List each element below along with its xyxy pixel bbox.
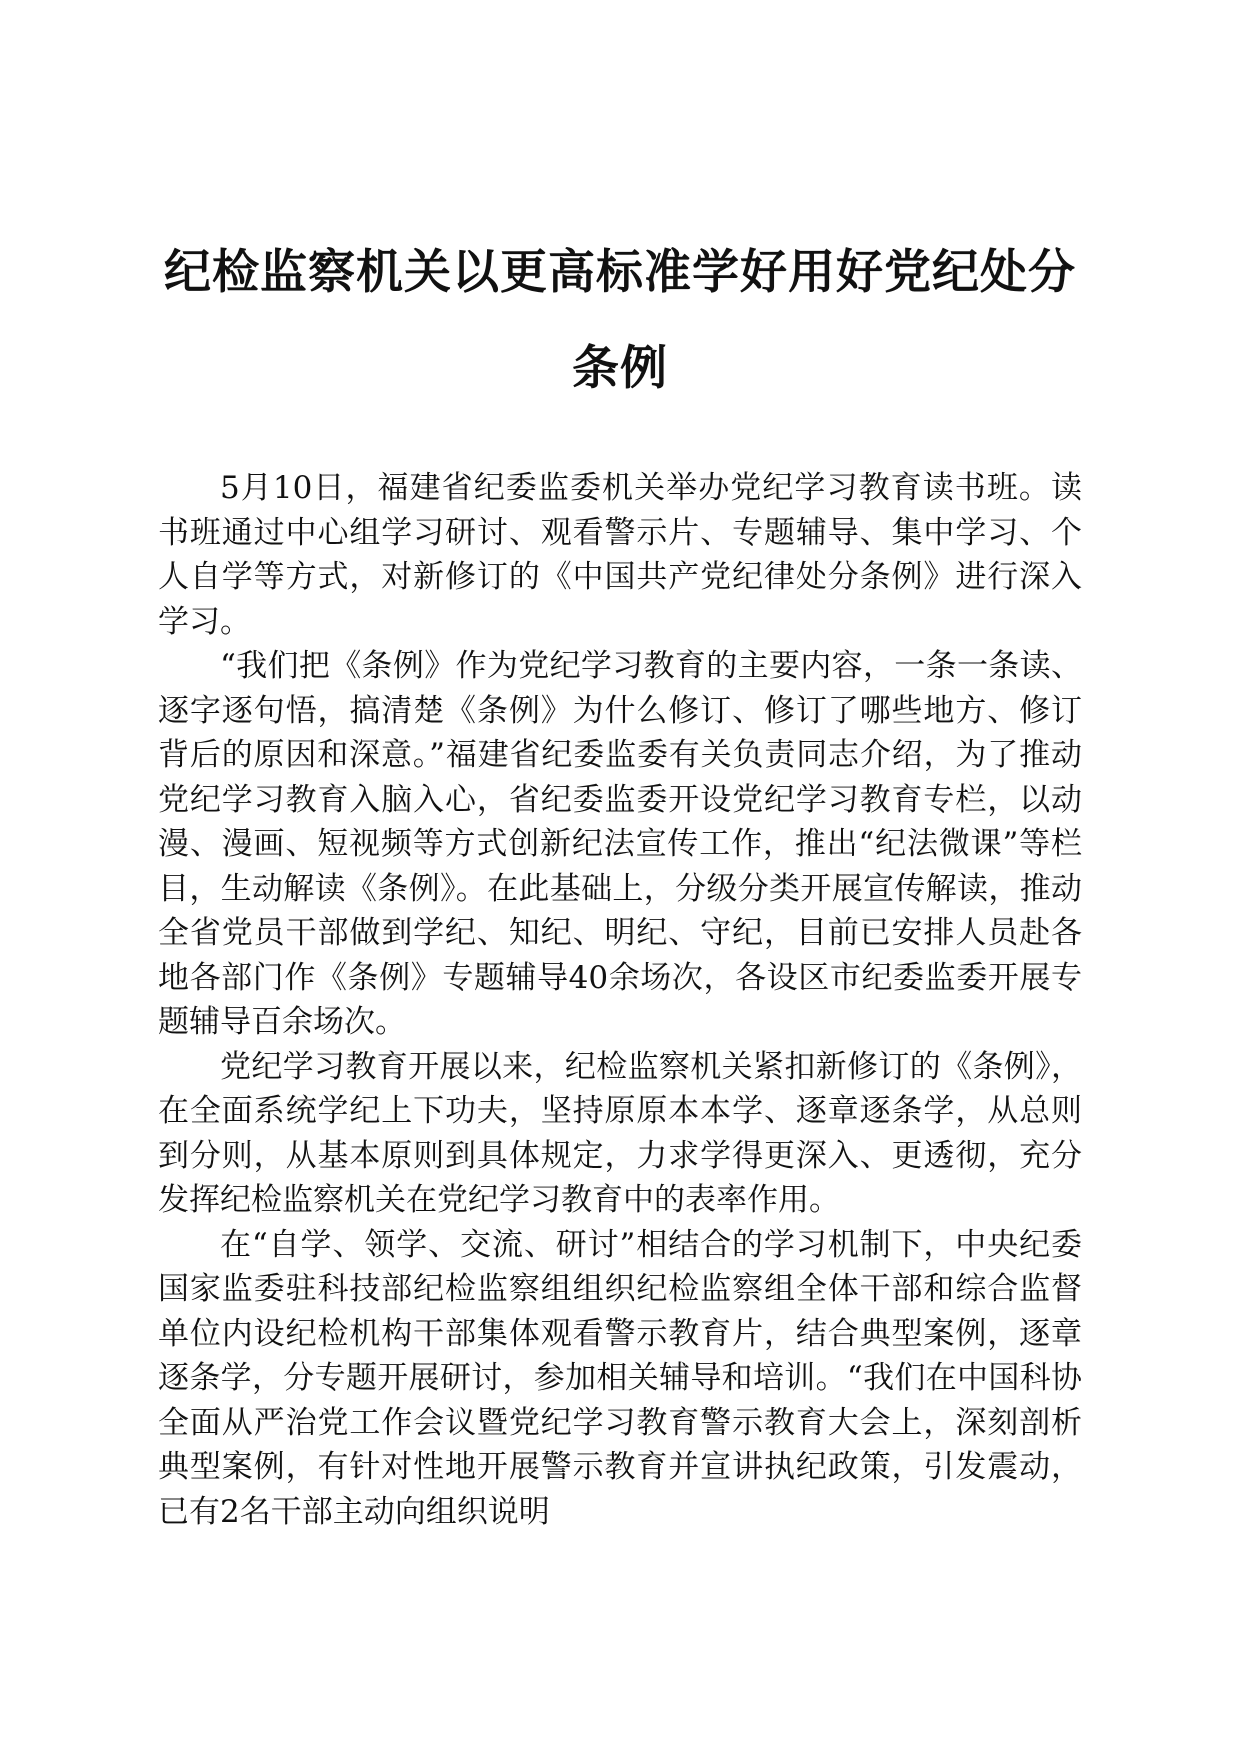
document-title: 纪检监察机关以更高标准学好用好党纪处分条例	[164, 245, 1076, 396]
paragraph-2: “我们把《条例》作为党纪学习教育的主要内容，一条一条读、逐字逐句悟，搞清楚《条例》为什么修订、修订了哪些地方、修订背后的原因和深意。”福建省纪委监委有关负责同志介绍，为了推动党纪学习教育入脑入心，省纪委监委开设党纪学习教育专栏，以动漫、漫画、短视频等方式创新纪法宣传工作，推出“纪法微课”等栏目，生动解读《条例》。在此基础上，分级分类开展宣传解读，推动全省党员干部做到学纪、知纪、明纪、守纪，目前已安排人员赴各地各部门作《条例》专题辅导40余场次，各设区市纪委监委开展专题辅导百余场次。	[158, 648, 1082, 1040]
paragraph-1: 5月10日，福建省纪委监委机关举办党纪学习教育读书班。读书班通过中心组学习研讨、观看警示片、专题辅导、集中学习、个人自学等方式，对新修订的《中国共产党纪律处分条例》进行深入学习。	[158, 470, 1082, 640]
paragraph-3: 党纪学习教育开展以来，纪检监察机关紧扣新修订的《条例》，在全面系统学纪上下功夫，坚持原原本本学、逐章逐条学，从总则到分则，从基本原则到具体规定，力求学得更深入、更透彻，充分发挥纪检监察机关在党纪学习教育中的表率作用。	[158, 1048, 1082, 1218]
paragraph-4: 在“自学、领学、交流、研讨”相结合的学习机制下，中央纪委国家监委驻科技部纪检监察组组织纪检监察组全体干部和综合监督单位内设纪检机构干部集体观看警示教育片，结合典型案例，逐章逐条学，分专题开展研讨，参加相关辅导和培训。“我们在中国科协全面从严治党工作会议暨党纪学习教育警示教育大会上，深刻剖析典型案例，有针对性地开展警示教育并宣讲执纪政策，引发震动，已有2名干部主动向组织说明	[158, 1226, 1082, 1530]
document-body	[158, 466, 1082, 1534]
